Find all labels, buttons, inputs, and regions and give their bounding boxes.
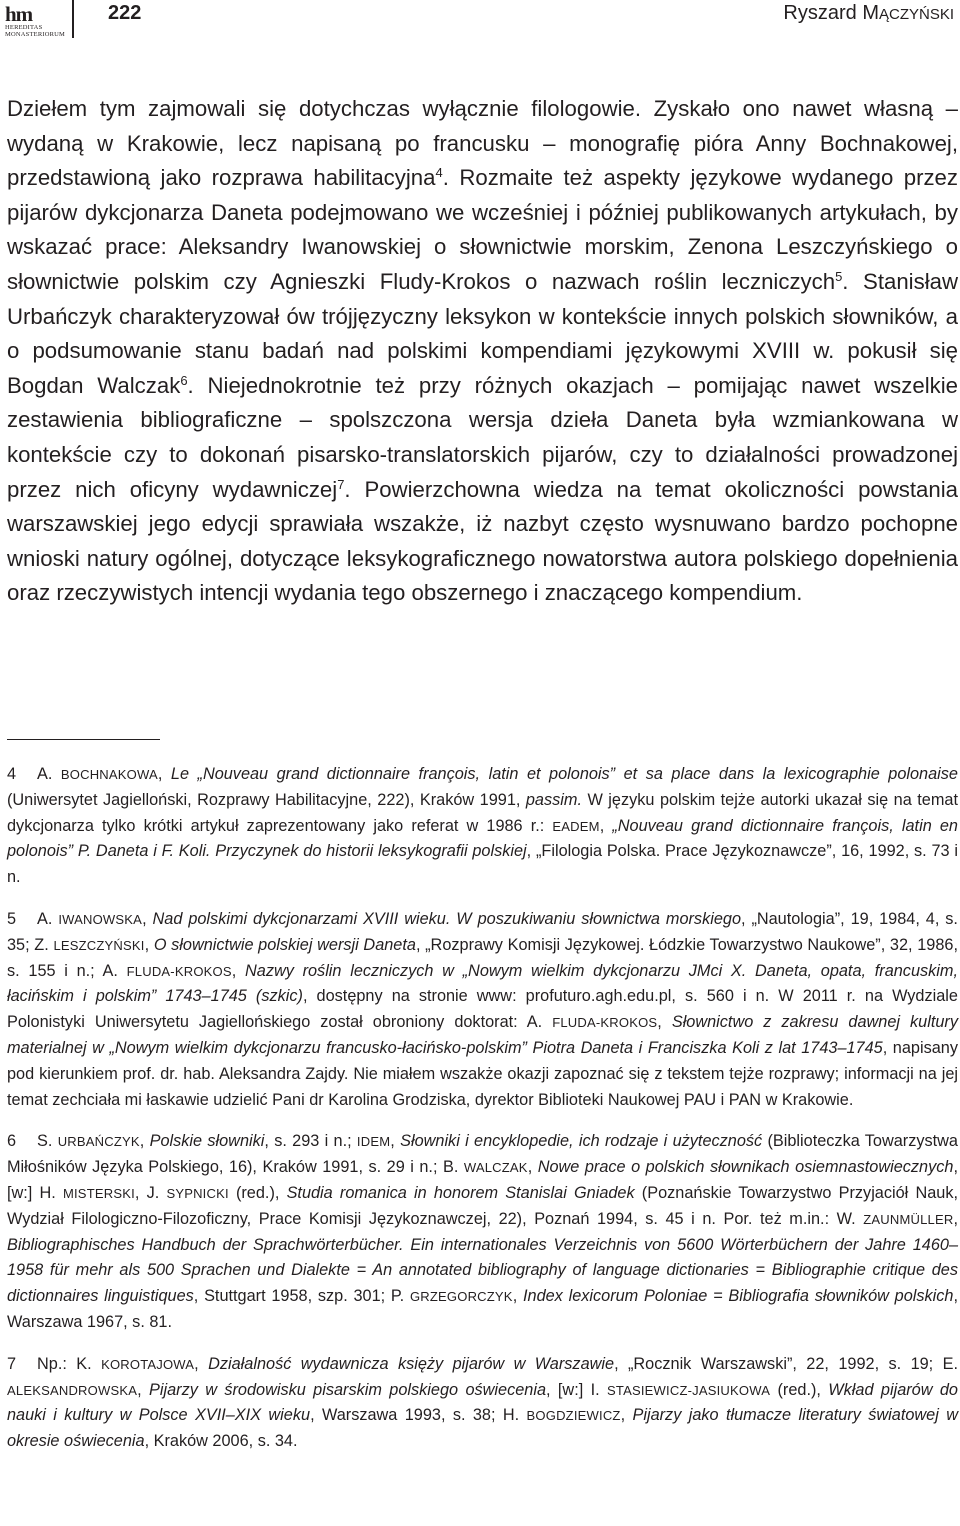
fn-author: KOROTAJOWA [101, 1356, 195, 1372]
hereditas-monasteriorum-logo [5, 4, 65, 38]
fn-text: , [w:] H. [7, 1158, 958, 1202]
fn-title: Działalność wydawnicza księży pijarów w Warszawie [208, 1354, 615, 1373]
fn-text: , J. [134, 1183, 167, 1202]
footnote-6 [7, 1129, 958, 1335]
footnote-ref-5[interactable]: 5 [835, 268, 843, 284]
fn-text: , Warszawa 1967, s. 81. [7, 1287, 958, 1331]
fn-author: IWANOWSKA [58, 911, 143, 927]
fn-text: Np.: K. [37, 1354, 102, 1373]
footnote-number: 7 [7, 1354, 17, 1373]
footnote-ref-7[interactable]: 7 [337, 476, 345, 492]
main-paragraph [7, 92, 958, 611]
fn-text: A. [37, 765, 61, 783]
author-first: Ryszard M [783, 2, 879, 24]
fn-title: Pijarzy w środowisku pisarskim polskiego oświecenia [149, 1380, 547, 1399]
fn-text: , s. 293 i n.; [264, 1132, 357, 1151]
fn-author: LESZCZYŃSKI [53, 937, 145, 953]
fn-title: „Nouveau grand dictionnaire françois, latin en polonois” P. Daneta i F. Koli. Przyczynek do historii leksykografii polskiej [7, 816, 958, 861]
fn-author: BOCHNAKOWA [60, 767, 158, 782]
fn-title: Bibliographisches Handbuch der Sprachwörterbücher. Ein internationales Verzeichnis von 5600 Wörterbüchern der Jahre 1460–1958 für mehr als 500 Sprachen und Dialekte = An annotated bibliography of language dictionaries = Bibliographie critique des dictionnaires linguistiques [7, 1235, 958, 1306]
fn-text: S. [37, 1132, 58, 1151]
fn-text: , „Rocznik Warszawski”, 22, 1992, s. 19; E. [614, 1354, 958, 1373]
fn-text: , [599, 816, 613, 835]
fn-title: Nowe prace o polskich słownikach osiemnastowiecznych [537, 1158, 954, 1177]
header-divider [72, 0, 74, 38]
logo-subtitle [5, 24, 65, 38]
footnote-number: 4 [7, 765, 17, 783]
fn-text: , [142, 909, 153, 928]
fn-text: (Uniwersytet Jagielloński, Rozprawy Habilitacyjne, 222), Kraków 1991, [7, 790, 526, 809]
footnote-7 [7, 1352, 958, 1455]
fn-text: , [657, 1013, 672, 1032]
page-header [0, 0, 960, 38]
fn-text: W języku polskim tejże autorki ukazał się na temat dykcjonarza tylko krótki artykuł zaprezentowany jako referat w 1986 r.: [7, 790, 958, 835]
fn-text: A. [37, 909, 59, 928]
fn-author: FLUDA-KROKOS [126, 963, 232, 979]
fn-title: Polskie słowniki [149, 1132, 265, 1151]
footnote-number: 5 [7, 909, 17, 928]
footnote-ref-4[interactable]: 4 [435, 165, 443, 181]
fn-title: Index lexicorum Poloniae = Bibliografia słowników polskich [522, 1287, 954, 1306]
footnote-number: 6 [7, 1132, 17, 1151]
fn-author: EADEM [552, 818, 600, 834]
text-run: . Stanisław Urbańczyk charakteryzował ów trójjęzyczny leksykon w kontekście innych polskich słowników, a o podsumowanie stanu badań nad polskimi kompendiami językowymi XVIII w. pokusił się Bogdan Walczak [7, 268, 958, 398]
footnote-ref-6[interactable]: 6 [180, 372, 188, 388]
fn-title: Nazwy roślin leczniczych w „Nowym wielkim dykcjonarzu JMci X. Daneta, opata, francuskim, łacińskim i polskim” 1743–1745 (szkic) [7, 961, 958, 1006]
fn-text: , Kraków 2006, s. 34. [144, 1432, 298, 1451]
fn-author: ALEKSANDROWSKA [7, 1382, 138, 1398]
fn-text: (Biblioteczka Towarzystwa Miłośników Języka Polskiego, 16), Kraków 1991, s. 29 i n.; B. [7, 1132, 958, 1177]
running-head-author [783, 1, 954, 27]
logo-line-1: HEREDITAS [5, 24, 43, 31]
fn-text: , [157, 765, 171, 783]
fn-text: , [953, 1209, 958, 1228]
fn-author: WALCZAK [463, 1160, 528, 1176]
fn-text: , „Nautologia”, 19, 1984, 4, s. 35; Z. [7, 909, 958, 954]
fn-title: Nad polskimi dykcjonarzami XVIII wieku. W poszukiwaniu słownictwa morskiego [152, 909, 741, 928]
page-number: 222 [108, 2, 142, 24]
text-run: . Powierzchowna wiedza na temat okoliczności powstania warszawskiej jego edycji sprawiała wszakże, iż nazbyt często wysnuwano bardzo pochopne wnioski natury ogólnej, dotyczące leksykograficznego nowatorstwa autora polskiego dopełnienia oraz rzeczywistych intencji wydania tego obszernego i znaczącego kompendium. [7, 476, 958, 606]
fn-author: FLUDA-KROKOS [552, 1015, 658, 1031]
logo-mark: hm [5, 2, 33, 26]
fn-author: URBAŃCZYK [57, 1134, 140, 1150]
fn-text: , [144, 935, 154, 954]
fn-title: Wkład pijarów do nauki i kultury w Polsce XVII–XIX wieku [7, 1380, 958, 1425]
fn-text: , [527, 1158, 538, 1177]
fn-author: IDEM [356, 1134, 391, 1150]
footnotes-section [7, 762, 958, 1471]
fn-author: ZAUNMÜLLER [863, 1211, 954, 1227]
fn-text: , [w:] I. [546, 1380, 608, 1399]
text-run: . Niejednokrotnie też przy różnych okazjach – pomijając nawet wszelkie zestawienia bibliograficzne – spolszczona wersja dzieła Daneta była wzmiankowana w kontekście czy to dokonań pisarsko-translatorskich pijarów, czy to działalności prowadzonej przez nich oficyny wydawniczej [7, 372, 958, 502]
fn-text: , [620, 1406, 633, 1425]
fn-title: Słownictwo z zakresu dawnej kultury materialnej w „Nowym wielkim dykcjonarzu francusko-łacińsko-polskim” Piotra Daneta i Franciszka Koli z lat 1743–1745 [7, 1013, 958, 1057]
text-run: . Rozmaite też aspekty językowe wydanego przez pijarów dykcjonarza Daneta podejmowano we wcześniej i później publikowanych artykułach, by wskazać prace: Aleksandry Iwanowskiej o słownictwie morskim, Zenona Leszczyńskiego o słownictwie polskim czy Agnieszki Fludy-Krokos o nazwach roślin leczniczych [7, 165, 958, 294]
fn-text: , dostępny na stronie www: profuturo.agh.edu.pl, s. 560 i n. W 2011 r. na Wydziale Polonistyki Uniwersytetu Jagiellońskiego został obroniony doktorat: A. [7, 987, 958, 1032]
fn-title: Le „Nouveau grand dictionnaire françois, latin et polonois” et sa place dans la lexicographie polonaise [170, 765, 958, 783]
fn-title: passim. [525, 790, 582, 809]
fn-text: , Warszawa 1993, s. 38; H. [310, 1406, 527, 1425]
fn-title: Słowniki i encyklopedie, ich rodzaje i użyteczność [400, 1132, 763, 1151]
fn-author: GRZEGORCZYK [409, 1289, 513, 1305]
fn-text: , [390, 1132, 401, 1151]
fn-text: , „Filologia Polska. Prace Językoznawcze”, 16, 1992, s. 73 i n. [7, 842, 958, 887]
fn-text: , napisany pod kierunkiem prof. dr. hab. Aleksandra Zajdy. Nie miałem wszakże okazji zapoznać się z tekstem tejże rozprawy; informacji na jej temat zechciała mi łaskawie udzielić Pani dr Karolina Grodziska, dyrektor Biblioteki Naukowej PAU i PAN w Krakowie. [7, 1038, 958, 1109]
fn-title: Studia romanica in honorem Stanislai Gniadek [286, 1183, 635, 1202]
footnote-5 [7, 907, 958, 1113]
author-surname-smallcaps: ĄCZYŃSKI [878, 6, 954, 23]
fn-text: , Stuttgart 1958, szp. 301; P. [193, 1287, 410, 1306]
fn-text: , [512, 1287, 523, 1306]
fn-text: , „Rozprawy Komisji Językowej. Łódzkie Towarzystwo Naukowe”, 32, 1986, s. 155 i n.; A. [7, 935, 958, 980]
fn-author: SYPNICKI [166, 1185, 229, 1201]
fn-text: (red.), [228, 1183, 287, 1202]
fn-text: (Poznańskie Towarzystwo Przyjaciół Nauk, Wydział Filologiczno-Filozoficzny, Prace Komisji Językoznawczej, 22), Poznań 1994, s. 45 i n. Por. też m.in.: W. [7, 1183, 958, 1228]
logo-line-2: MONASTERIORUM [5, 31, 66, 38]
fn-text: , [194, 1354, 209, 1373]
fn-title: O słownictwie polskiej wersji Daneta [153, 935, 416, 954]
fn-author: MISTERSKI [62, 1185, 135, 1201]
text-run: Dziełem tym zajmowali się dotychczas wyłącznie filologowie. Zyskało ono nawet własną – wydaną w Krakowie, lecz napisaną po francusku – monografię pióra Anny Bochnakowej, przedstawioną jako rozprawa habilitacyjna [7, 96, 958, 191]
fn-title: Pijarzy jako tłumacze literatury światowej w okresie oświecenia [7, 1406, 958, 1451]
fn-author: BOGDZIEWICZ [526, 1408, 621, 1424]
fn-text: (red.), [770, 1380, 829, 1399]
fn-text: , [231, 961, 245, 980]
footnote-separator [7, 739, 160, 740]
fn-text: , [139, 1132, 150, 1151]
footnote-4 [7, 762, 958, 891]
fn-text: , [137, 1380, 150, 1399]
fn-author: STASIEWICZ-JASIUKOWA [607, 1382, 771, 1398]
